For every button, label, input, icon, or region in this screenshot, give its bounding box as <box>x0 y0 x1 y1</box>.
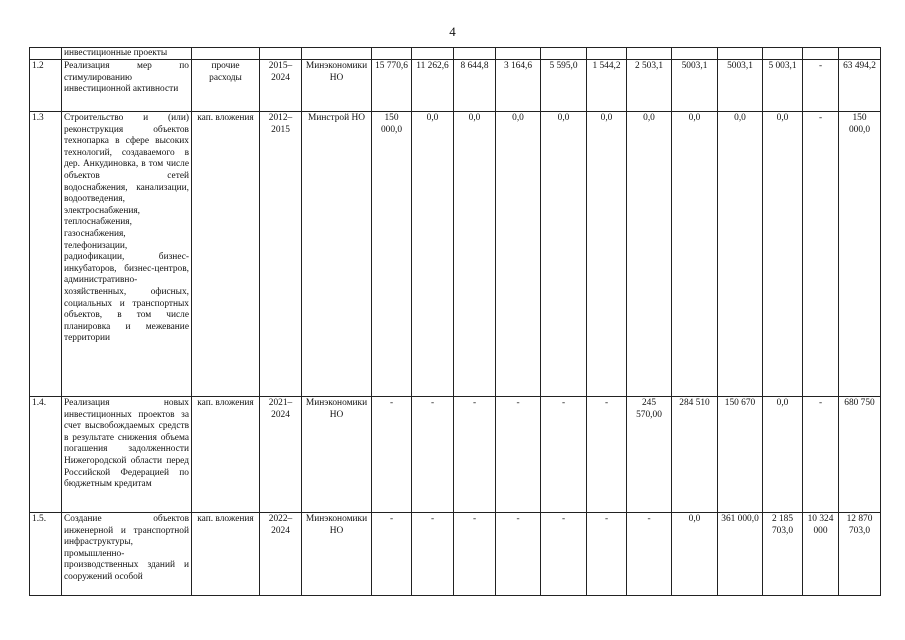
value-cell: 0,0 <box>454 112 496 397</box>
measure-name: Создание объектов инженерной и транспортной инфраструктуры, промышленно-производственных зданий и сооружений особой <box>62 513 192 596</box>
row-number: 1.4. <box>30 397 62 513</box>
value-cell <box>803 48 839 60</box>
value-cell: 361 000,0 <box>718 513 763 596</box>
total-cell: 12 870 703,0 <box>839 513 881 596</box>
value-cell: 0,0 <box>718 112 763 397</box>
table-row <box>30 48 881 60</box>
value-cell: - <box>454 513 496 596</box>
value-cell <box>541 48 587 60</box>
value-cell <box>412 48 454 60</box>
row-number: 1.5. <box>30 513 62 596</box>
value-cell: 2 185 703,0 <box>763 513 803 596</box>
value-cell: - <box>627 513 672 596</box>
value-cell: - <box>412 513 454 596</box>
total-cell: 150 000,0 <box>839 112 881 397</box>
value-cell: 0,0 <box>587 112 627 397</box>
value-cell <box>587 48 627 60</box>
period: 2021–2024 <box>260 397 302 513</box>
executor: Минэкономики НО <box>302 60 372 112</box>
value-cell: 2 503,1 <box>627 60 672 112</box>
row-number: 1.2 <box>30 60 62 112</box>
value-cell: 0,0 <box>672 513 718 596</box>
value-cell: 0,0 <box>541 112 587 397</box>
measure-name: Реализация мер по стимулированию инвестиционной активности <box>62 60 192 112</box>
total-cell <box>839 48 881 60</box>
measure-name: Реализация новых инвестиционных проектов за счет высвобождаемых средств в результате снижения объема погашения задолженности Нижегородской области перед Российской Федерацией по бюджетным кредитам <box>62 397 192 513</box>
value-cell: - <box>412 397 454 513</box>
value-cell: - <box>496 513 541 596</box>
total-cell: 680 750 <box>839 397 881 513</box>
value-cell: 10 324 000 <box>803 513 839 596</box>
period: 2022–2024 <box>260 513 302 596</box>
value-cell: 0,0 <box>412 112 454 397</box>
budget-table <box>29 47 881 596</box>
value-cell <box>627 48 672 60</box>
value-cell: - <box>803 60 839 112</box>
value-cell: - <box>496 397 541 513</box>
total-cell: 63 494,2 <box>839 60 881 112</box>
measure-name: инвестиционные проекты <box>62 48 192 60</box>
measure-name: Строительство и (или) реконструкция объектов технопарка в сфере высоких технологий, создаваемого в дер. Анкудиновка, в том числе объектов сетей водоснабжения, канализации, водоотведения, электроснабжения, теплоснабжения, газоснабжения, телефонизации, радиофикации, бизнес-инкубаторов, бизнес-центров, административно-хозяйственных, офисных, социальных и транспортных объектов, в том числе планировка и межевание территории <box>62 112 192 397</box>
value-cell: - <box>803 112 839 397</box>
value-cell: 5 595,0 <box>541 60 587 112</box>
executor: Минэкономики НО <box>302 513 372 596</box>
period <box>260 48 302 60</box>
table-row <box>30 397 881 513</box>
value-cell: 5003,1 <box>672 60 718 112</box>
value-cell <box>372 48 412 60</box>
value-cell: 150 000,0 <box>372 112 412 397</box>
value-cell: 3 164,6 <box>496 60 541 112</box>
value-cell: 0,0 <box>627 112 672 397</box>
value-cell: - <box>454 397 496 513</box>
value-cell: 245 570,00 <box>627 397 672 513</box>
expense-type: прочие расходы <box>192 60 260 112</box>
value-cell: 5 003,1 <box>763 60 803 112</box>
value-cell: 0,0 <box>763 397 803 513</box>
row-number <box>30 48 62 60</box>
expense-type: кап. вложения <box>192 397 260 513</box>
value-cell: 1 544,2 <box>587 60 627 112</box>
value-cell: - <box>587 513 627 596</box>
period: 2015–2024 <box>260 60 302 112</box>
executor <box>302 48 372 60</box>
executor: Минэкономики НО <box>302 397 372 513</box>
executor: Минстрой НО <box>302 112 372 397</box>
value-cell <box>763 48 803 60</box>
value-cell: 0,0 <box>763 112 803 397</box>
value-cell: 0,0 <box>672 112 718 397</box>
value-cell: - <box>541 397 587 513</box>
table-row <box>30 513 881 596</box>
page-number: 4 <box>449 24 456 39</box>
value-cell: 11 262,6 <box>412 60 454 112</box>
value-cell: 150 670 <box>718 397 763 513</box>
value-cell <box>496 48 541 60</box>
value-cell: - <box>372 513 412 596</box>
value-cell <box>718 48 763 60</box>
value-cell: 0,0 <box>496 112 541 397</box>
value-cell: - <box>372 397 412 513</box>
value-cell: 8 644,8 <box>454 60 496 112</box>
value-cell <box>454 48 496 60</box>
expense-type <box>192 48 260 60</box>
table-row <box>30 60 881 112</box>
expense-type: кап. вложения <box>192 513 260 596</box>
value-cell <box>672 48 718 60</box>
value-cell: 15 770,6 <box>372 60 412 112</box>
value-cell: - <box>587 397 627 513</box>
value-cell: 284 510 <box>672 397 718 513</box>
value-cell: - <box>803 397 839 513</box>
table-row <box>30 112 881 397</box>
expense-type: кап. вложения <box>192 112 260 397</box>
period: 2012–2015 <box>260 112 302 397</box>
value-cell: - <box>541 513 587 596</box>
value-cell: 5003,1 <box>718 60 763 112</box>
row-number: 1.3 <box>30 112 62 397</box>
